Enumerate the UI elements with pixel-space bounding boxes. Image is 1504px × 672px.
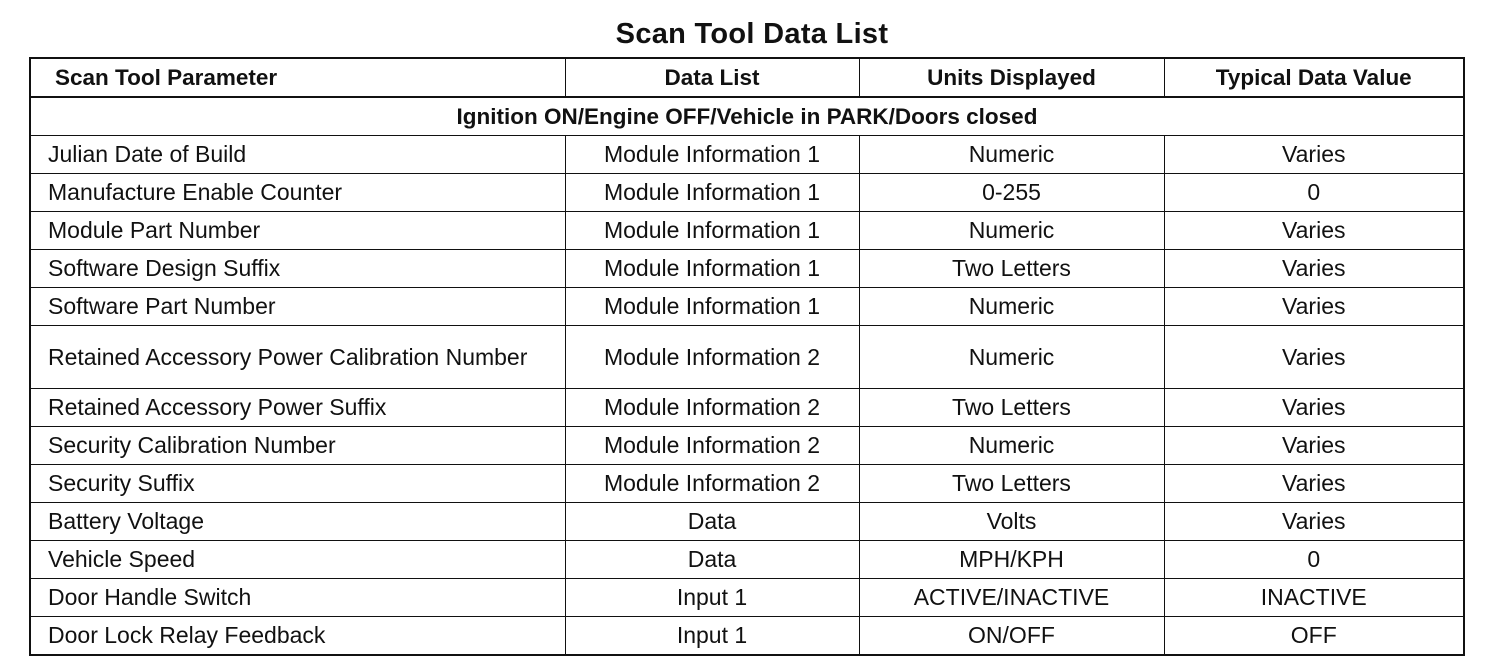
cell-data-list: Module Information 1 <box>565 288 859 326</box>
table-row <box>30 136 1464 174</box>
cell-data-list: Input 1 <box>565 579 859 617</box>
table-row <box>30 250 1464 288</box>
cell-parameter: Software Part Number <box>30 288 565 326</box>
cell-data-list: Module Information 2 <box>565 326 859 389</box>
table-row <box>30 617 1464 656</box>
cell-units-displayed: Volts <box>859 503 1164 541</box>
cell-units-displayed: ON/OFF <box>859 617 1164 656</box>
table-row <box>30 174 1464 212</box>
cell-typical-data-value: Varies <box>1164 503 1464 541</box>
cell-data-list: Input 1 <box>565 617 859 656</box>
cell-parameter: Vehicle Speed <box>30 541 565 579</box>
cell-data-list: Module Information 1 <box>565 212 859 250</box>
cell-data-list: Module Information 2 <box>565 427 859 465</box>
section-row <box>30 97 1464 136</box>
header-units-displayed: Units Displayed <box>859 58 1164 97</box>
cell-units-displayed: 0-255 <box>859 174 1164 212</box>
cell-typical-data-value: Varies <box>1164 136 1464 174</box>
cell-typical-data-value: Varies <box>1164 427 1464 465</box>
cell-units-displayed: ACTIVE/INACTIVE <box>859 579 1164 617</box>
cell-data-list: Module Information 2 <box>565 465 859 503</box>
scan-tool-data-table <box>29 57 1465 656</box>
cell-typical-data-value: Varies <box>1164 250 1464 288</box>
cell-parameter: Julian Date of Build <box>30 136 565 174</box>
cell-parameter: Security Calibration Number <box>30 427 565 465</box>
table-row <box>30 427 1464 465</box>
table-row <box>30 389 1464 427</box>
cell-parameter: Retained Accessory Power Calibration Number <box>30 326 565 389</box>
cell-parameter: Software Design Suffix <box>30 250 565 288</box>
table-title: Scan Tool Data List <box>615 18 889 50</box>
cell-typical-data-value: Varies <box>1164 326 1464 389</box>
cell-typical-data-value: 0 <box>1164 174 1464 212</box>
cell-units-displayed: MPH/KPH <box>859 541 1164 579</box>
header-row <box>30 58 1464 97</box>
cell-units-displayed: Two Letters <box>859 389 1164 427</box>
cell-units-displayed: Two Letters <box>859 250 1164 288</box>
section-condition: Ignition ON/Engine OFF/Vehicle in PARK/Doors closed <box>30 97 1464 136</box>
table-row <box>30 326 1464 389</box>
cell-data-list: Module Information 2 <box>565 389 859 427</box>
cell-typical-data-value: Varies <box>1164 288 1464 326</box>
cell-parameter: Retained Accessory Power Suffix <box>30 389 565 427</box>
cell-typical-data-value: INACTIVE <box>1164 579 1464 617</box>
cell-units-displayed: Numeric <box>859 427 1164 465</box>
cell-data-list: Data <box>565 503 859 541</box>
cell-parameter: Module Part Number <box>30 212 565 250</box>
cell-typical-data-value: OFF <box>1164 617 1464 656</box>
cell-data-list: Module Information 1 <box>565 250 859 288</box>
cell-units-displayed: Numeric <box>859 136 1164 174</box>
cell-parameter: Door Lock Relay Feedback <box>30 617 565 656</box>
table-row <box>30 579 1464 617</box>
cell-parameter: Manufacture Enable Counter <box>30 174 565 212</box>
cell-units-displayed: Numeric <box>859 288 1164 326</box>
cell-typical-data-value: 0 <box>1164 541 1464 579</box>
cell-data-list: Module Information 1 <box>565 136 859 174</box>
header-data-list: Data List <box>565 58 859 97</box>
cell-typical-data-value: Varies <box>1164 212 1464 250</box>
cell-data-list: Data <box>565 541 859 579</box>
cell-units-displayed: Numeric <box>859 326 1164 389</box>
cell-data-list: Module Information 1 <box>565 174 859 212</box>
cell-units-displayed: Numeric <box>859 212 1164 250</box>
table-row <box>30 541 1464 579</box>
cell-parameter: Security Suffix <box>30 465 565 503</box>
table-row <box>30 288 1464 326</box>
table-row <box>30 465 1464 503</box>
cell-typical-data-value: Varies <box>1164 389 1464 427</box>
table-row <box>30 212 1464 250</box>
cell-parameter: Battery Voltage <box>30 503 565 541</box>
cell-parameter: Door Handle Switch <box>30 579 565 617</box>
cell-units-displayed: Two Letters <box>859 465 1164 503</box>
header-scan-tool-parameter: Scan Tool Parameter <box>30 58 565 97</box>
table-row <box>30 503 1464 541</box>
cell-typical-data-value: Varies <box>1164 465 1464 503</box>
header-typical-data-value: Typical Data Value <box>1164 58 1464 97</box>
